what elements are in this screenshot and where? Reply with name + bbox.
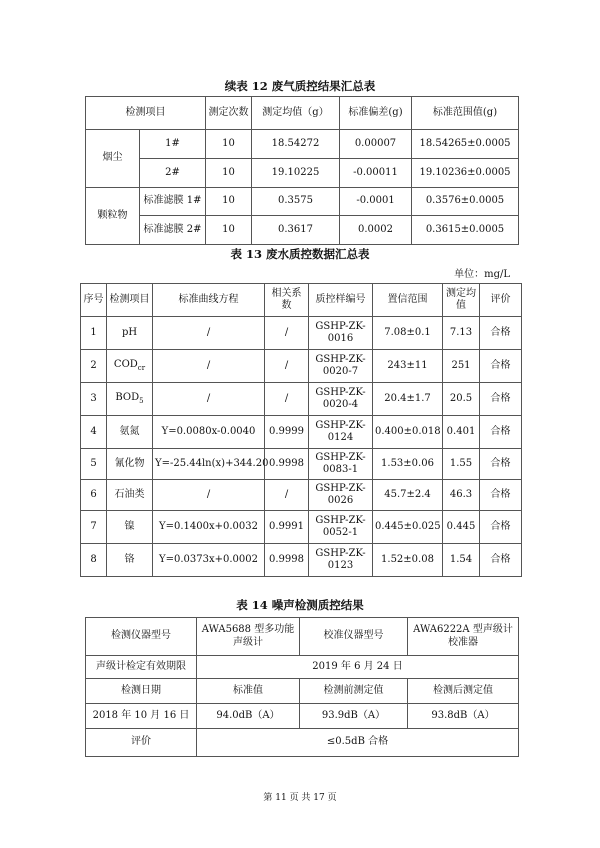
header-cell: 标准范围值(g)	[412, 97, 519, 130]
table-row	[86, 618, 519, 656]
table-cell: 19.10236±0.0005	[412, 159, 519, 188]
item-name	[107, 480, 153, 511]
confidence-range: 0.400±0.018	[373, 416, 443, 449]
measured-mean: 0.401	[443, 416, 480, 449]
exhaust-qc-table	[85, 96, 519, 245]
correlation: /	[265, 317, 309, 350]
row-number: 3	[81, 383, 107, 416]
evaluation: 合格	[480, 449, 522, 480]
header-cell: 质控样编号	[309, 284, 373, 317]
table-row	[86, 679, 519, 704]
qc-sample-id: GSHP-ZK-0052-1	[309, 511, 373, 544]
table-row	[86, 704, 519, 729]
correlation: 0.9998	[265, 449, 309, 480]
confidence-range: 0.445±0.025	[373, 511, 443, 544]
page-footer: 第 11 页 共 17 页	[263, 793, 337, 803]
item-name	[107, 449, 153, 480]
item-label: 石油类	[114, 488, 145, 500]
table-row	[81, 480, 522, 511]
table-cell: 2018 年 10 月 16 日	[86, 704, 197, 729]
header-cell: 置信范围	[373, 284, 443, 317]
header-cell: 标准偏差(g)	[340, 97, 412, 130]
measured-mean: 1.55	[443, 449, 480, 480]
table-row	[81, 317, 522, 350]
table-cell: 18.54272	[252, 130, 340, 159]
correlation: /	[265, 480, 309, 511]
group-label: 颗粒物	[86, 188, 140, 245]
table-row	[86, 130, 519, 159]
table-cell: 0.3576±0.0005	[412, 188, 519, 216]
table-cell: 10	[206, 188, 252, 216]
table-cell: 检测日期	[86, 679, 197, 704]
item-label: pH	[121, 326, 138, 338]
table-cell: 0.0002	[340, 216, 412, 245]
header-cell: 检测项目	[86, 97, 206, 130]
noise-qc-table	[85, 617, 519, 757]
row-number: 8	[81, 544, 107, 577]
measured-mean: 0.445	[443, 511, 480, 544]
table-cell: 2#	[140, 159, 206, 188]
table-row	[86, 729, 519, 757]
curve-equation: Y=-25.44ln(x)+344.20	[153, 449, 265, 480]
table-cell: 10	[206, 130, 252, 159]
item-label: 铬	[124, 553, 135, 565]
table-cell: 19.10225	[252, 159, 340, 188]
curve-equation: /	[153, 383, 265, 416]
evaluation: 合格	[480, 480, 522, 511]
confidence-range: 7.08±0.1	[373, 317, 443, 350]
table-cell: 标准值	[197, 679, 300, 704]
table-cell: 标准滤膜 2#	[140, 216, 206, 245]
row-number: 5	[81, 449, 107, 480]
confidence-range: 20.4±1.7	[373, 383, 443, 416]
row-number: 2	[81, 350, 107, 383]
confidence-range: 1.52±0.08	[373, 544, 443, 577]
qc-sample-id: GSHP-ZK-0016	[309, 317, 373, 350]
measured-mean: 7.13	[443, 317, 480, 350]
item-name	[107, 317, 153, 350]
item-subscript: 5	[139, 397, 144, 406]
evaluation: 合格	[480, 350, 522, 383]
table-cell: 0.3615±0.0005	[412, 216, 519, 245]
table-cell: 10	[206, 216, 252, 245]
measured-mean: 46.3	[443, 480, 480, 511]
table-row	[81, 350, 522, 383]
header-cell: 相关系数	[265, 284, 309, 317]
table-cell: 18.54265±0.0005	[412, 130, 519, 159]
measured-mean: 1.54	[443, 544, 480, 577]
table-header-row	[81, 284, 522, 317]
confidence-range: 1.53±0.06	[373, 449, 443, 480]
item-label: COD	[113, 359, 138, 371]
header-cell: 序号	[81, 284, 107, 317]
table-cell: -0.0001	[340, 188, 412, 216]
table-cell: 1#	[140, 130, 206, 159]
item-name	[107, 544, 153, 577]
curve-equation: /	[153, 350, 265, 383]
header-cell: 测定均值（g）	[252, 97, 340, 130]
item-name	[107, 383, 153, 416]
correlation: /	[265, 350, 309, 383]
qc-sample-id: GSHP-ZK-0020-4	[309, 383, 373, 416]
table-cell: 校准仪器型号	[300, 618, 408, 656]
row-number: 1	[81, 317, 107, 350]
item-name	[107, 511, 153, 544]
qc-sample-id: GSHP-ZK-0026	[309, 480, 373, 511]
correlation: 0.9998	[265, 544, 309, 577]
group-label: 烟尘	[86, 130, 140, 188]
table-cell: 检测前测定值	[300, 679, 408, 704]
table13-caption: 表 13 废水质控数据汇总表	[230, 247, 370, 261]
evaluation: 合格	[480, 544, 522, 577]
table-cell: 10	[206, 159, 252, 188]
correlation: 0.9991	[265, 511, 309, 544]
table-row	[81, 449, 522, 480]
table-cell: 93.9dB（A）	[300, 704, 408, 729]
measured-mean: 20.5	[443, 383, 480, 416]
header-cell: 测定次数	[206, 97, 252, 130]
qc-sample-id: GSHP-ZK-0123	[309, 544, 373, 577]
table-row	[86, 656, 519, 679]
evaluation: 合格	[480, 317, 522, 350]
correlation: /	[265, 383, 309, 416]
table-cell: 0.00007	[340, 130, 412, 159]
item-subscript: cr	[137, 364, 146, 373]
table-cell: 检测后测定值	[408, 679, 519, 704]
header-cell: 检测项目	[107, 284, 153, 317]
item-name	[107, 350, 153, 383]
evaluation: 合格	[480, 511, 522, 544]
curve-equation: Y=0.1400x+0.0032	[153, 511, 265, 544]
item-name	[107, 416, 153, 449]
qc-sample-id: GSHP-ZK-0083-1	[309, 449, 373, 480]
curve-equation: /	[153, 317, 265, 350]
header-cell: 测定均值	[443, 284, 480, 317]
curve-equation: /	[153, 480, 265, 511]
item-label: 氰化物	[114, 457, 145, 469]
evaluation: 合格	[480, 383, 522, 416]
confidence-range: 243±11	[373, 350, 443, 383]
unit-label: 单位：mg/L	[454, 269, 510, 280]
table-cell: ≤0.5dB 合格	[197, 729, 519, 757]
table-cell: 评价	[86, 729, 197, 757]
table-row	[86, 159, 519, 188]
confidence-range: 45.7±2.4	[373, 480, 443, 511]
table-cell: 2019 年 6 月 24 日	[197, 656, 519, 679]
table-cell: AWA5688 型多功能声级计	[197, 618, 300, 656]
qc-sample-id: GSHP-ZK-0020-7	[309, 350, 373, 383]
table-row	[81, 544, 522, 577]
qc-sample-id: GSHP-ZK-0124	[309, 416, 373, 449]
table-cell: 检测仪器型号	[86, 618, 197, 656]
row-number: 4	[81, 416, 107, 449]
table-row	[86, 188, 519, 216]
table-row	[86, 216, 519, 245]
table-cell: AWA6222A 型声级计校准器	[408, 618, 519, 656]
row-number: 7	[81, 511, 107, 544]
table-cell: 0.3575	[252, 188, 340, 216]
item-label: 氨氮	[119, 425, 140, 437]
curve-equation: Y=0.0373x+0.0002	[153, 544, 265, 577]
table-cell: 0.3617	[252, 216, 340, 245]
table-row	[81, 383, 522, 416]
table12-caption: 续表 12 废气质控结果汇总表	[224, 79, 376, 93]
header-cell: 评价	[480, 284, 522, 317]
curve-equation: Y=0.0080x-0.0040	[153, 416, 265, 449]
item-label: 镍	[124, 520, 135, 532]
table-cell: 声级计检定有效期限	[86, 656, 197, 679]
measured-mean: 251	[443, 350, 480, 383]
table-header-row	[86, 97, 519, 130]
table-cell: 标准滤膜 1#	[140, 188, 206, 216]
row-number: 6	[81, 480, 107, 511]
table-cell: 94.0dB（A）	[197, 704, 300, 729]
table-cell: -0.00011	[340, 159, 412, 188]
table-cell: 93.8dB（A）	[408, 704, 519, 729]
header-cell: 标准曲线方程	[153, 284, 265, 317]
table-row	[81, 511, 522, 544]
item-label: BOD	[115, 392, 140, 404]
evaluation: 合格	[480, 416, 522, 449]
wastewater-qc-table	[80, 283, 522, 577]
table-row	[81, 416, 522, 449]
correlation: 0.9999	[265, 416, 309, 449]
table14-caption: 表 14 噪声检测质控结果	[236, 598, 364, 612]
